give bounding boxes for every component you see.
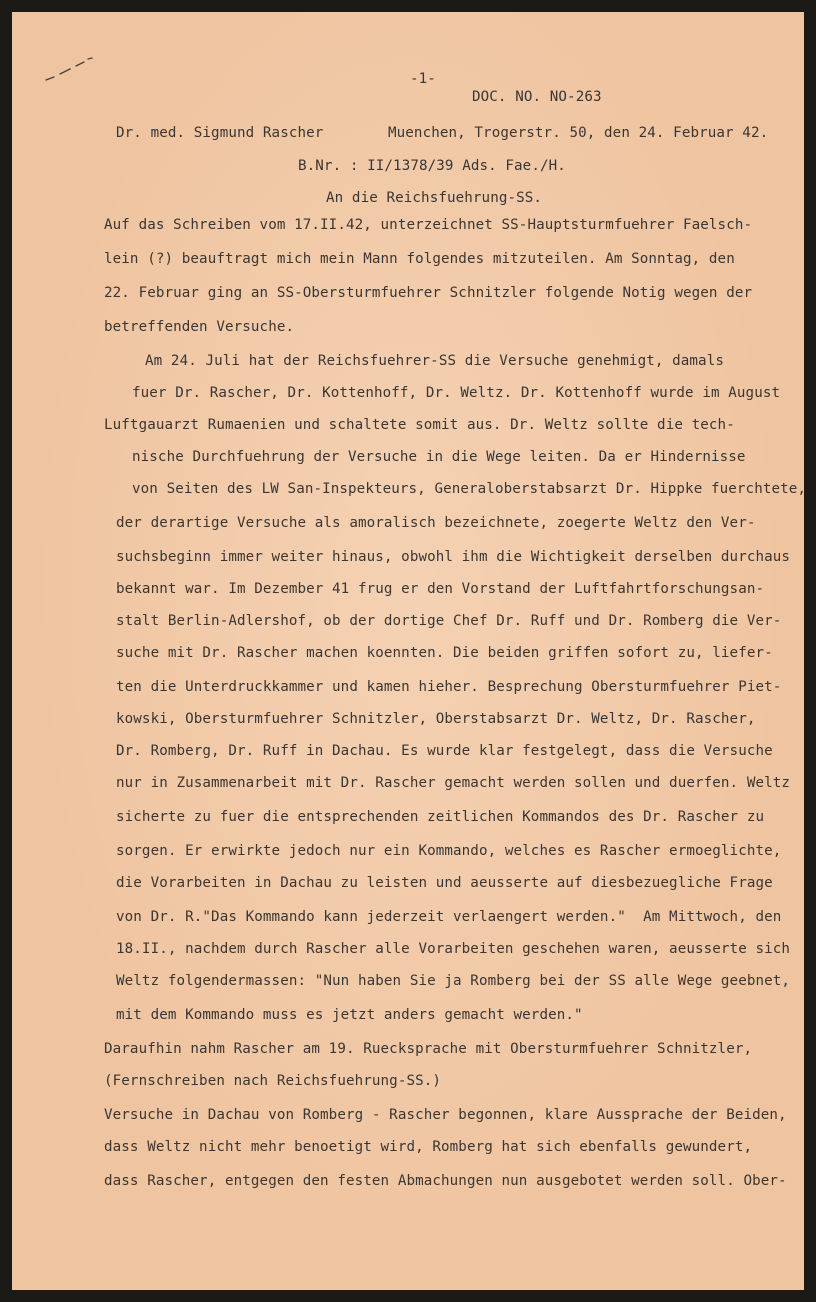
body-line: bekannt war. Im Dezember 41 frug er den Vorstand der Luftfahrtforschungsan- — [116, 581, 765, 597]
body-line: der derartige Versuche als amoralisch bezeichnete, zoegerte Weltz den Ver- — [116, 515, 756, 531]
body-line: sorgen. Er erwirkte jedoch nur ein Kommando, welches es Rascher ermoeglichte, — [116, 843, 782, 859]
body-line: Auf das Schreiben vom 17.II.42, unterzeichnet SS-Hauptsturmfuehrer Faelsch- — [104, 217, 753, 233]
body-line: nur in Zusammenarbeit mit Dr. Rascher gemacht werden sollen und duerfen. Weltz — [116, 775, 791, 791]
body-line: 18.II., nachdem durch Rascher alle Vorarbeiten geschehen waren, aeusserte sich — [116, 941, 791, 957]
body-line: stalt Berlin-Adlershof, ob der dortige Chef Dr. Ruff und Dr. Romberg die Ver- — [116, 613, 782, 629]
body-line: lein (?) beauftragt mich mein Mann folgendes mitzuteilen. Am Sonntag, den — [104, 251, 735, 267]
body-line: von Seiten des LW San-Inspekteurs, Generaloberstabsarzt Dr. Hippke fuerchtete, — [132, 481, 807, 497]
body-line: fuer Dr. Rascher, Dr. Kottenhoff, Dr. Weltz. Dr. Kottenhoff wurde im August — [132, 385, 781, 401]
reference-number: B.Nr. : II/1378/39 Ads. Fae./H. — [298, 158, 566, 174]
addressee: An die Reichsfuehrung-SS. — [326, 190, 543, 206]
body-line: die Vorarbeiten in Dachau zu leisten und aeusserte auf diesbezuegliche Frage — [116, 875, 773, 891]
body-line: dass Rascher, entgegen den festen Abmachungen nun ausgebotet werden soll. Ober- — [104, 1173, 787, 1189]
body-line: von Dr. R."Das Kommando kann jederzeit verlaengert werden." Am Mittwoch, den — [116, 909, 782, 925]
body-line: ten die Unterdruckkammer und kamen hieher. Besprechung Obersturmfuehrer Piet- — [116, 679, 782, 695]
body-line: suche mit Dr. Rascher machen koennten. Die beiden griffen sofort zu, liefer- — [116, 645, 773, 661]
body-line: betreffenden Versuche. — [104, 319, 295, 335]
body-line: Dr. Romberg, Dr. Ruff in Dachau. Es wurde klar festgelegt, dass die Versuche — [116, 743, 773, 759]
body-line: Daraufhin nahm Rascher am 19. Ruecksprache mit Obersturmfuehrer Schnitzler, — [104, 1041, 753, 1057]
page-number: -1- — [410, 71, 436, 87]
body-line: suchsbeginn immer weiter hinaus, obwohl ihm die Wichtigkeit derselben durchaus — [116, 549, 791, 565]
doc-number: DOC. NO. NO-263 — [472, 89, 602, 105]
body-line: Weltz folgendermassen: "Nun haben Sie ja Romberg bei der SS alle Wege geebnet, — [116, 973, 791, 989]
body-line: sicherte zu fuer die entsprechenden zeitlichen Kommandos des Dr. Rascher zu — [116, 809, 765, 825]
body-line: mit dem Kommando muss es jetzt anders gemacht werden." — [116, 1007, 583, 1023]
sender: Dr. med. Sigmund Rascher — [116, 125, 324, 141]
body-line: Luftgauarzt Rumaenien und schaltete somit aus. Dr. Weltz sollte die tech- — [104, 417, 735, 433]
body-line: kowski, Obersturmfuehrer Schnitzler, Oberstabsarzt Dr. Weltz, Dr. Rascher, — [116, 711, 756, 727]
pencil-mark-icon — [40, 56, 100, 86]
document-page — [12, 12, 807, 1290]
body-line: dass Weltz nicht mehr benoetigt wird, Romberg hat sich ebenfalls gewundert, — [104, 1139, 753, 1155]
body-line: Versuche in Dachau von Romberg - Rascher begonnen, klare Aussprache der Beiden, — [104, 1107, 787, 1123]
body-line: (Fernschreiben nach Reichsfuehrung-SS.) — [104, 1073, 442, 1089]
body-line: Am 24. Juli hat der Reichsfuehrer-SS die Versuche genehmigt, damals — [145, 353, 724, 369]
body-line: nische Durchfuehrung der Versuche in die Wege leiten. Da er Hindernisse — [132, 449, 746, 465]
body-line: 22. Februar ging an SS-Obersturmfuehrer Schnitzler folgende Notig wegen der — [104, 285, 753, 301]
place-date: Muenchen, Trogerstr. 50, den 24. Februar 42. — [388, 125, 769, 141]
